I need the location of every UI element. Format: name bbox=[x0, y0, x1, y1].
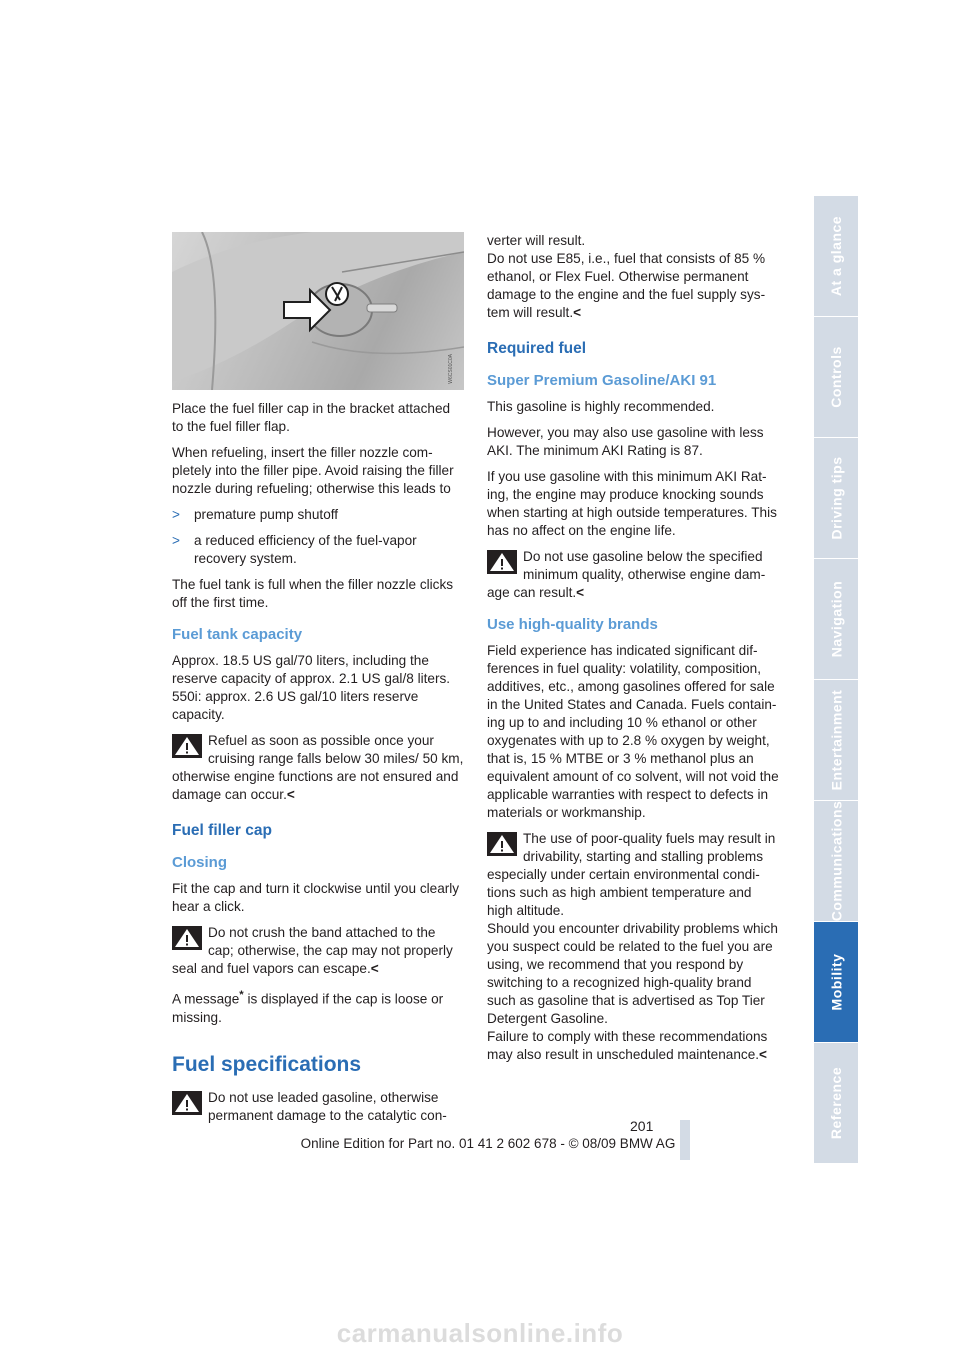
list-item-text: a reduced efficiency of the fuel-vapor recovery system. bbox=[194, 533, 417, 566]
tab-label: Reference bbox=[828, 1066, 845, 1140]
paragraph: Place the fuel filler cap in the bracket attached to the fuel filler flap. bbox=[172, 401, 451, 434]
tab-at-a-glance[interactable] bbox=[814, 196, 858, 316]
warning-text: Should you encounter drivability problems which you suspect could be related to the fuel you are using, we recommend that you respond by switching to a recognized high-quality brand such as gasoline that is advertised as Top Tier Detergent Gasoline. bbox=[487, 921, 778, 1026]
end-mark: < bbox=[759, 1047, 767, 1062]
chapter-heading: Fuel specifications bbox=[172, 1052, 362, 1076]
tab-label: Mobility bbox=[828, 953, 845, 1011]
warning-note bbox=[487, 548, 779, 602]
bullet-marker: > bbox=[172, 533, 180, 548]
bullet-marker: > bbox=[172, 507, 180, 522]
tab-mobility[interactable] bbox=[814, 922, 858, 1042]
paragraph-text: Do not use E85, i.e., fuel that consists of 85 % ethanol, or Flex Fuel. Otherwise permanent damage to the engine and the fuel supply sys-tem will result. bbox=[487, 251, 766, 320]
image-code: W6CS01C0A bbox=[448, 354, 454, 384]
watermark: carmanualsonline.info bbox=[336, 1318, 624, 1348]
message-text: A message bbox=[172, 991, 240, 1007]
paragraph: If you use gasoline with this minimum AKI Rat-ing, the engine may produce knocking sounds when starting at high outside temperatures. This has no affect on the engine life. bbox=[487, 469, 777, 538]
tab-driving-tips[interactable] bbox=[814, 438, 858, 558]
warning-note bbox=[172, 924, 464, 978]
asterisk: * bbox=[239, 989, 244, 1001]
paragraph: This gasoline is highly recommended. bbox=[487, 399, 715, 414]
chapter-tabs bbox=[814, 196, 858, 1160]
warning-text: The use of poor-quality fuels may result in drivability, starting and stalling problems especially under certain environmental condi-tions such as high ambient temperature and high altitude. bbox=[487, 831, 776, 918]
message-text: is displayed if the cap is loose or missing. bbox=[172, 991, 444, 1025]
subsection-heading: Super Premium Gasoline/AKI 91 bbox=[487, 372, 717, 389]
left-column bbox=[172, 232, 464, 1133]
warning-text: Failure to comply with these recommendations may also result in unscheduled maintenance. bbox=[487, 1029, 768, 1062]
subsection-heading: Use high-quality brands bbox=[487, 616, 658, 633]
tab-navigation[interactable] bbox=[814, 559, 858, 679]
end-mark: < bbox=[286, 787, 295, 802]
paragraph: Fit the cap and turn it clockwise until you clearly hear a click. bbox=[172, 881, 460, 914]
paragraph: The fuel tank is full when the filler nozzle clicks off the first time. bbox=[172, 577, 454, 610]
tab-communications[interactable] bbox=[814, 801, 858, 921]
warning-note bbox=[172, 1089, 464, 1125]
end-mark: < bbox=[370, 961, 379, 976]
warning-text: Refuel as soon as possible once your cruising range falls below 30 miles/ 50 km, otherwise engine functions are not ensured and damage can occur. bbox=[172, 733, 464, 802]
tab-controls[interactable] bbox=[814, 317, 858, 437]
tab-label: Driving tips bbox=[828, 456, 845, 540]
fuel-filler-illustration bbox=[172, 232, 464, 390]
tab-label: Controls bbox=[828, 346, 844, 408]
tab-entertainment[interactable] bbox=[814, 680, 858, 800]
list-item bbox=[172, 506, 464, 524]
warning-icon bbox=[172, 1091, 202, 1115]
paragraph: However, you may also use gasoline with less AKI. The minimum AKI Rating is 87. bbox=[487, 425, 764, 458]
paragraph: When refueling, insert the filler nozzle com-pletely into the filler pipe. Avoid raising the filler nozzle during refueling; otherwise this leads to bbox=[172, 445, 454, 496]
list-item-text: premature pump shutoff bbox=[194, 507, 339, 522]
warning-note bbox=[172, 732, 464, 804]
footer-text: Online Edition for Part no. 01 41 2 602 678 - © 08/09 BMW AG bbox=[300, 1136, 676, 1151]
end-mark: < bbox=[573, 305, 582, 320]
warning-icon bbox=[172, 926, 202, 950]
end-mark: < bbox=[576, 585, 585, 600]
paragraph: Field experience has indicated significant dif-ferences in fuel quality: volatility, composition, additives, etc., among gasolines offered for sale in the United States and Canada. Fuels contain-ing up to and including 10 % ethanol or other oxygenates with up to 2.8 % oxygen by weight, that is, 15 % MTBE or 3 % methanol plus an equivalent amount of co solvent, will not void the applicable warranties with respect to defects in materials or workmanship. bbox=[487, 643, 779, 820]
tab-label: Communications bbox=[828, 800, 845, 922]
warning-icon bbox=[487, 832, 517, 856]
page-number: 201 bbox=[630, 1118, 654, 1134]
warning-text: Do not use gasoline below the specified minimum quality, otherwise engine dam-age can result. bbox=[487, 549, 766, 600]
section-heading: Fuel filler cap bbox=[172, 822, 272, 839]
paragraph: verter will result. bbox=[487, 233, 586, 248]
list-item bbox=[172, 532, 464, 568]
subsection-heading: Closing bbox=[172, 854, 227, 871]
paragraph bbox=[172, 986, 464, 1027]
section-heading: Required fuel bbox=[487, 340, 587, 357]
tab-label: Entertainment bbox=[828, 689, 844, 791]
fuel-filler-photo bbox=[172, 232, 464, 390]
warning-icon bbox=[172, 734, 202, 758]
paragraph bbox=[487, 250, 779, 322]
right-column bbox=[487, 232, 779, 1072]
warning-text: Do not crush the band attached to the cap; otherwise, the cap may not properly seal and fuel vapors can escape. bbox=[172, 925, 453, 976]
tab-label: Navigation bbox=[828, 580, 845, 658]
paragraph: Approx. 18.5 US gal/70 liters, including the reserve capacity of approx. 2.1 US gal/8 liters. 550i: approx. 2.6 US gal/10 liters reserve capacity. bbox=[172, 653, 451, 722]
section-heading: Fuel tank capacity bbox=[172, 626, 303, 643]
warning-note bbox=[487, 830, 779, 1064]
warning-text: Do not use leaded gasoline, otherwise permanent damage to the catalytic con- bbox=[208, 1089, 447, 1123]
warning-icon bbox=[487, 550, 517, 574]
tab-label: At a glance bbox=[828, 215, 845, 297]
